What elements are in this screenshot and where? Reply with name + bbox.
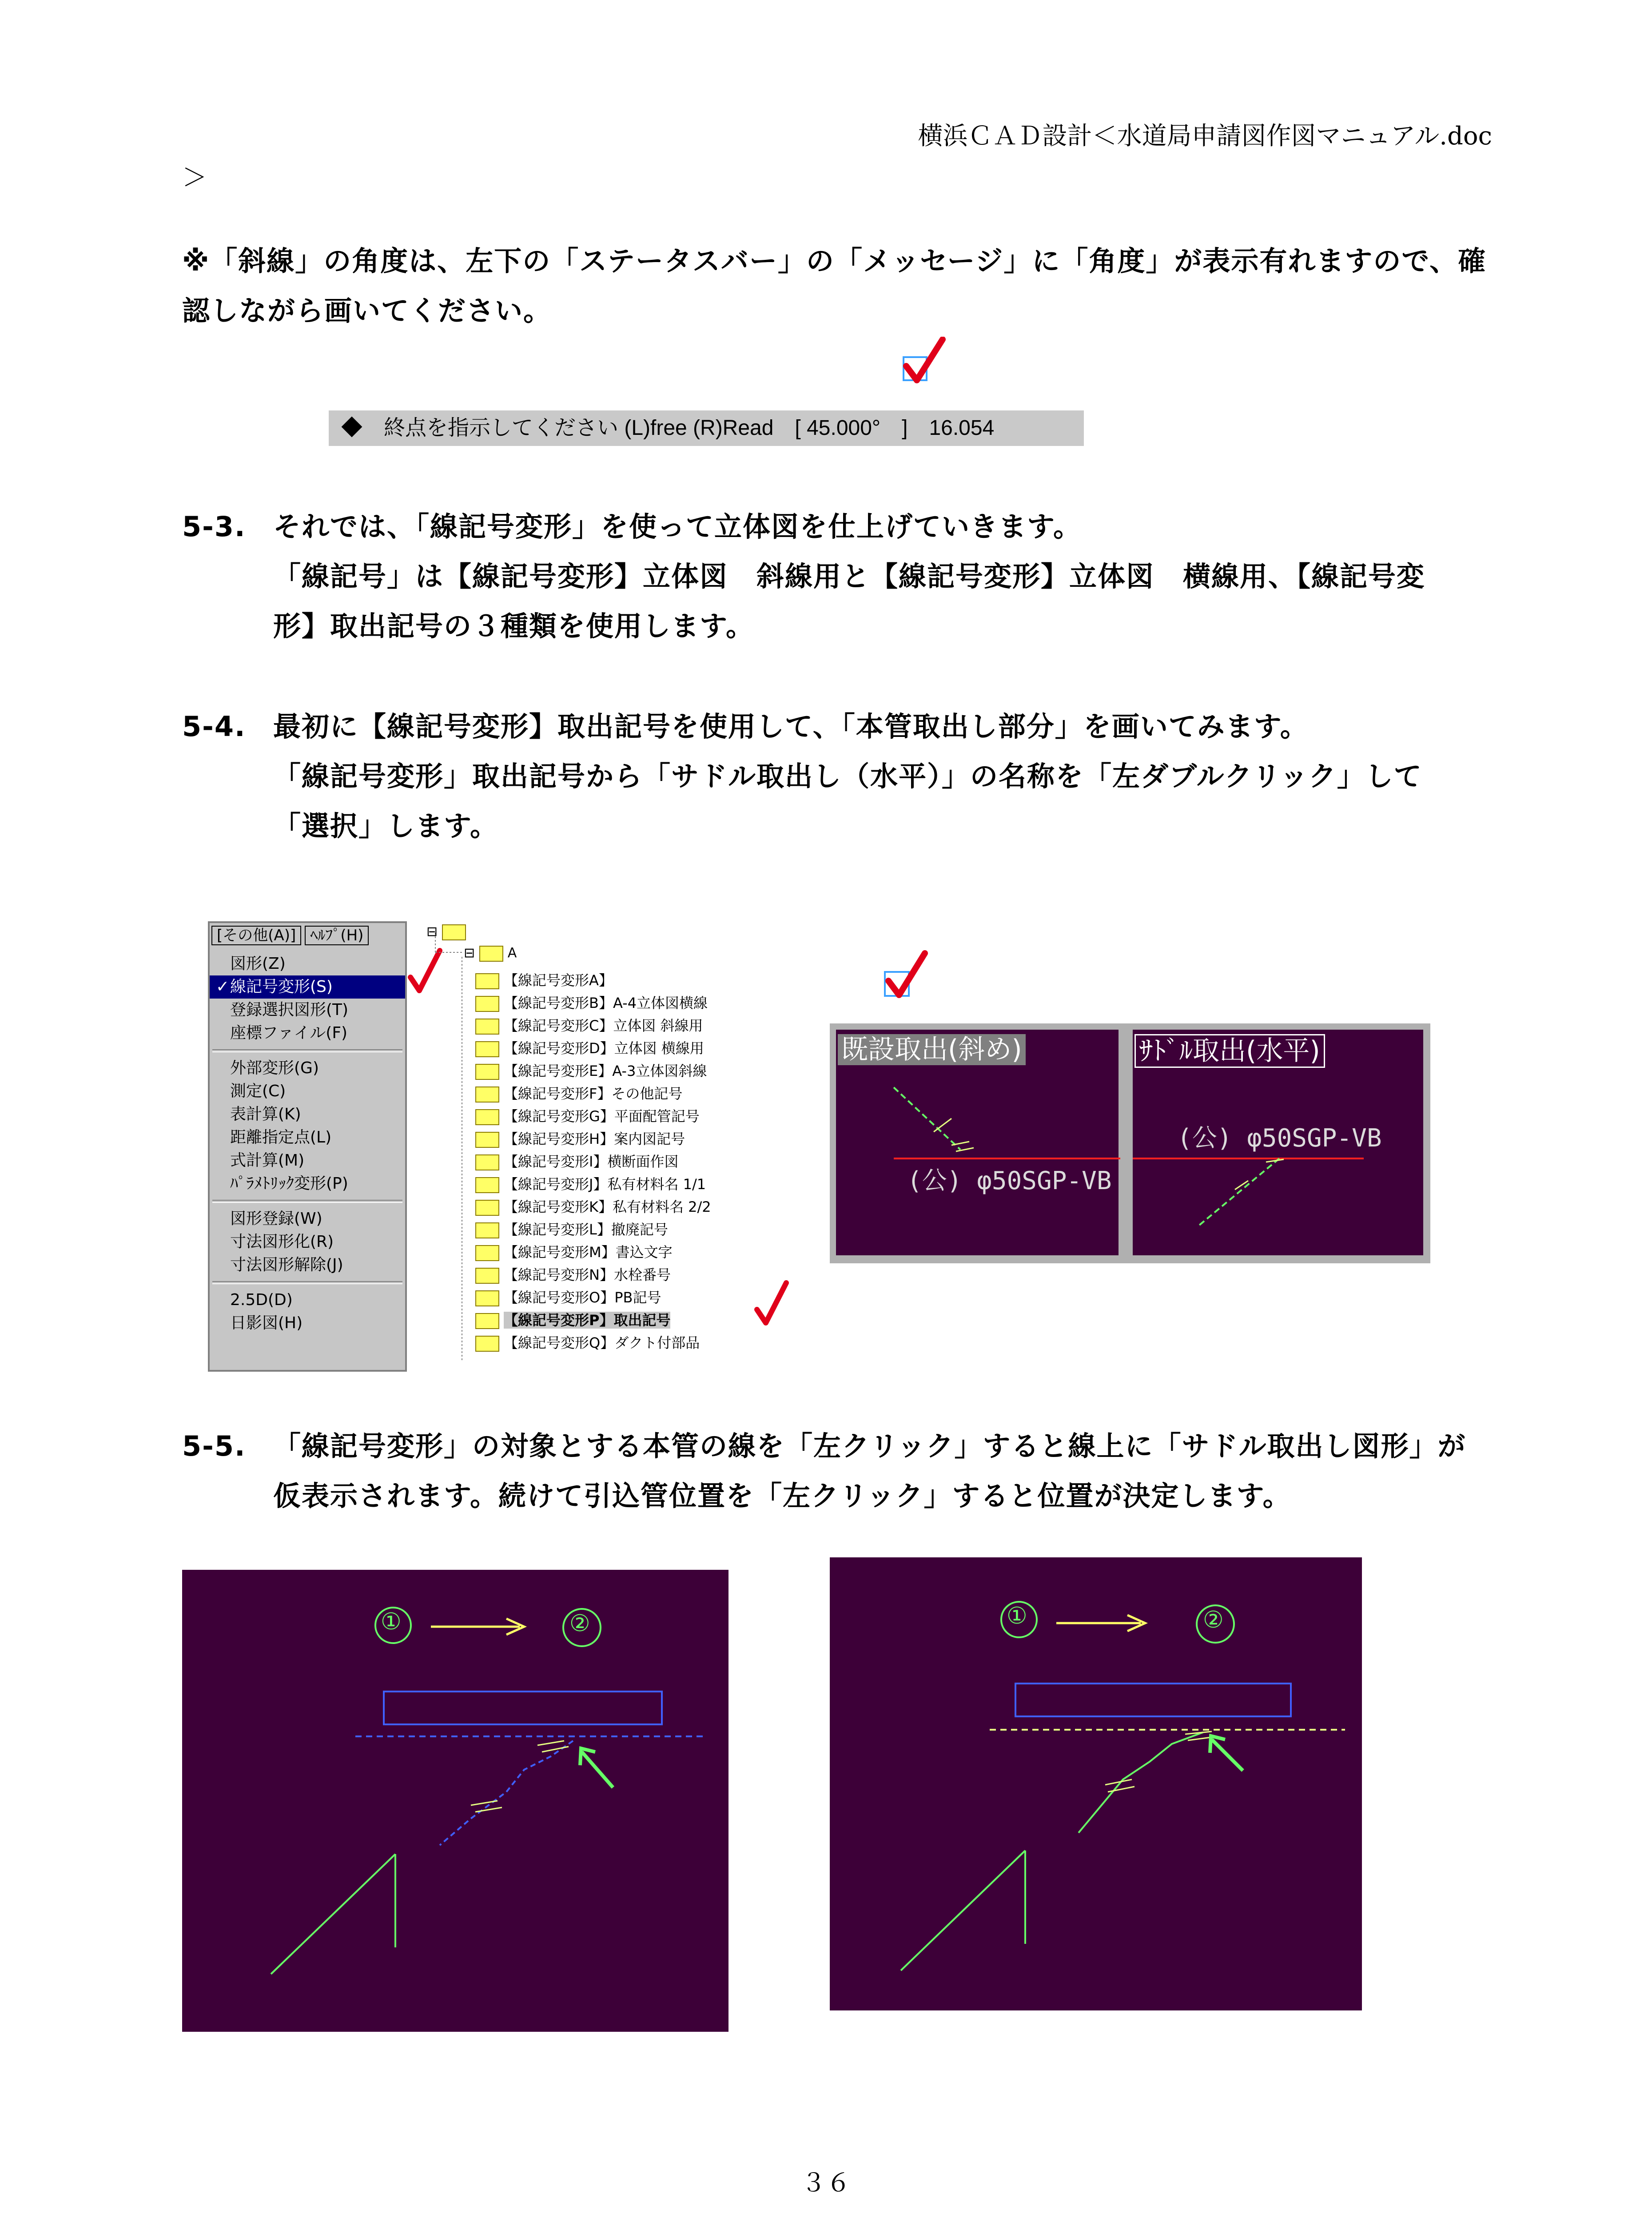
step-text: 仮表示されます。続けて引込管位置を「左クリック」すると位置が決定します。: [273, 1480, 1291, 1512]
folder-icon: [475, 1064, 499, 1080]
tree-item-label: 【線記号変形A】: [504, 972, 613, 989]
menu-separator: [212, 1200, 402, 1203]
folder-icon: [475, 973, 499, 989]
check-mark-icon: ✓: [216, 978, 230, 996]
status-message: ◆ 終点を指示してください (L)free (R)Read [ 45.000° ] 16.054: [341, 416, 995, 440]
menu-item[interactable]: 距離指定点(L): [230, 1128, 332, 1146]
symbol-panel-diagonal[interactable]: [833, 1027, 1121, 1258]
folder-icon: [475, 1200, 499, 1216]
folder-icon: [475, 1313, 499, 1329]
tree-item-label: 【線記号変形H】案内図記号: [504, 1130, 685, 1147]
tree-item-label: 【線記号変形M】書込文字: [504, 1244, 673, 1261]
step-1-label: ①: [381, 1608, 402, 1635]
diagram-drawing: [182, 1570, 728, 2032]
page-number: ３６: [801, 2169, 851, 2197]
menu-item[interactable]: 表計算(K): [230, 1105, 301, 1123]
tree-item[interactable]: [475, 1128, 685, 1150]
tree-node-label: A: [507, 945, 517, 961]
folder-icon: [475, 1290, 499, 1306]
menu-item[interactable]: 2.5D(D): [230, 1291, 293, 1309]
tree-item-label: 【線記号変形C】立体図 斜線用: [504, 1017, 703, 1034]
tree-root[interactable]: ⊟: [426, 924, 470, 940]
angle-note-line-1: ※「斜線」の角度は、左下の「ステータスバー」の「メッセージ」に「角度」が表示有れますので、確: [182, 245, 1487, 277]
symbol-label: (公) φ50SGP-VB: [1177, 1124, 1382, 1153]
folder-icon: [475, 1154, 499, 1170]
folder-icon: [475, 1222, 499, 1238]
symbol-title: 既設取出(斜め): [838, 1034, 1026, 1065]
step-2-label: ②: [569, 1610, 590, 1637]
menu-item[interactable]: 図形(Z): [230, 955, 286, 973]
folder-icon: [475, 1177, 499, 1193]
step-text: 「選択」します。: [273, 810, 499, 842]
menu-item[interactable]: 測定(C): [230, 1082, 286, 1100]
tree-item[interactable]: [475, 1309, 670, 1332]
tree-item-label: 【線記号変形L】撤廃記号: [504, 1221, 668, 1238]
tree-item-label: 【線記号変形B】A-4立体図横線: [504, 995, 708, 1011]
checkmark-icon: [902, 337, 946, 386]
folder-icon: [475, 1019, 499, 1035]
menu-item[interactable]: 日影図(H): [230, 1314, 303, 1332]
symbol-panel-horizontal[interactable]: [1130, 1027, 1426, 1258]
tree-item-label: 【線記号変形G】平面配管記号: [504, 1108, 700, 1125]
tree-item[interactable]: [475, 1083, 682, 1105]
menu-other[interactable]: [その他(A)]: [211, 926, 301, 945]
tree-item-label: 【線記号変形P】取出記号: [504, 1312, 671, 1329]
tree-item[interactable]: [475, 992, 708, 1015]
tree-item-label: 【線記号変形F】その他記号: [504, 1085, 683, 1102]
menu-separator: [212, 1049, 402, 1052]
symbol-drawing: [1133, 1030, 1426, 1256]
menu-item[interactable]: 座標ファイル(F): [230, 1024, 348, 1042]
header-continuation: ＞: [182, 163, 207, 192]
tree-item[interactable]: [475, 1015, 703, 1037]
tree-item-label: 【線記号変形J】私有材料名 1/1: [504, 1176, 706, 1193]
menu-help[interactable]: ﾍﾙﾌﾟ(H): [305, 926, 369, 945]
folder-icon: [475, 1132, 499, 1148]
symbol-title: ｻﾄﾞﾙ取出(水平): [1135, 1034, 1325, 1068]
checkmark-icon: [753, 1278, 789, 1327]
menu-item-label: 線記号変形(S): [230, 978, 333, 996]
tree-item[interactable]: [475, 969, 613, 992]
menu-item[interactable]: ﾊﾟﾗﾒﾄﾘｯｸ変形(P): [230, 1174, 348, 1193]
menu-item[interactable]: 寸法図形解除(J): [230, 1256, 343, 1274]
step-text: 最初に【線記号変形】取出記号を使用して、「本管取出し部分」を画いてみます。: [273, 710, 1309, 743]
diagram-after: [830, 1557, 1362, 2010]
tree-item-label: 【線記号変形E】A-3立体図斜線: [504, 1063, 707, 1079]
menu-item[interactable]: 登録選択図形(T): [230, 1001, 349, 1019]
tree-node-a[interactable]: ⊟ A: [464, 945, 517, 961]
document-header: 横浜ＣＡＤ設計＜水道局申請図作図マニュアル.doc: [918, 122, 1492, 151]
tree-item[interactable]: [475, 1150, 678, 1173]
step-text: 「線記号」は【線記号変形】立体図 斜線用と【線記号変形】立体図 横線用、【線記号変: [273, 560, 1425, 593]
diagram-drawing: [830, 1557, 1362, 2010]
step-2-label: ②: [1203, 1607, 1224, 1633]
folder-icon: [475, 1109, 499, 1125]
tree-item[interactable]: [475, 1060, 707, 1083]
folder-icon: [475, 1268, 499, 1284]
tree-item-label: 【線記号変形O】PB記号: [504, 1289, 661, 1306]
diagram-before: [182, 1570, 728, 2032]
step-number: 5-5.: [182, 1430, 246, 1462]
tree-item[interactable]: [475, 1173, 706, 1196]
tree-item-label: 【線記号変形Q】ダクト付部品: [504, 1334, 700, 1351]
tree-item[interactable]: [475, 1332, 700, 1354]
symbol-preview: [830, 1023, 1430, 1263]
folder-icon: [475, 1336, 499, 1352]
step-text: 「線記号変形」取出記号から「サドル取出し（水平）」の名称を「左ダブルクリック」して: [273, 760, 1422, 792]
tree-item[interactable]: [475, 1241, 673, 1264]
step-text: それでは、「線記号変形」を使って立体図を仕上げていきます。: [273, 510, 1082, 543]
symbol-label: (公) φ50SGP-VB: [907, 1166, 1112, 1195]
step-1-label: ①: [1007, 1603, 1027, 1629]
tree-item[interactable]: [475, 1286, 661, 1309]
menu-separator: [212, 1281, 402, 1284]
menu-item[interactable]: 式計算(M): [230, 1151, 305, 1170]
folder-icon: [475, 1245, 499, 1261]
folder-icon: [475, 996, 499, 1012]
tree-item[interactable]: [475, 1037, 704, 1060]
tree-item[interactable]: [475, 1105, 700, 1128]
step-text: 形】取出記号の３種類を使用します。: [273, 610, 755, 642]
menu-item-line-symbol-transform[interactable]: [210, 975, 405, 999]
checkmark-icon: [884, 950, 928, 999]
step-text: 「線記号変形」の対象とする本管の線を「左クリック」すると線上に「サドル取出し図形」が: [273, 1430, 1466, 1462]
status-bar: [329, 410, 1084, 446]
tree-item-label: 【線記号変形N】水栓番号: [504, 1266, 671, 1283]
menu-item[interactable]: 寸法図形化(R): [230, 1233, 334, 1251]
menu-bar: [210, 923, 405, 948]
symbol-drawing: [836, 1030, 1120, 1256]
folder-icon: [475, 1087, 499, 1103]
menu-item[interactable]: 図形登録(W): [230, 1210, 322, 1228]
tree-item-label: 【線記号変形K】私有材料名 2/2: [504, 1198, 711, 1215]
step-number: 5-4.: [182, 710, 246, 743]
other-menu: [208, 921, 407, 1372]
menu-item[interactable]: 外部変形(G): [230, 1059, 319, 1077]
folder-icon: [442, 924, 466, 940]
angle-note-line-2: 認しながら画いてください。: [182, 295, 552, 327]
tree-item-label: 【線記号変形I】横断面作図: [504, 1153, 679, 1170]
tree-item[interactable]: [475, 1264, 671, 1286]
tree-item[interactable]: [475, 1218, 668, 1241]
folder-icon: [479, 946, 503, 962]
tree-item-label: 【線記号変形D】立体図 横線用: [504, 1040, 704, 1057]
step-number: 5-3.: [182, 510, 246, 543]
tree-item[interactable]: [475, 1196, 711, 1218]
folder-icon: [475, 1041, 499, 1057]
